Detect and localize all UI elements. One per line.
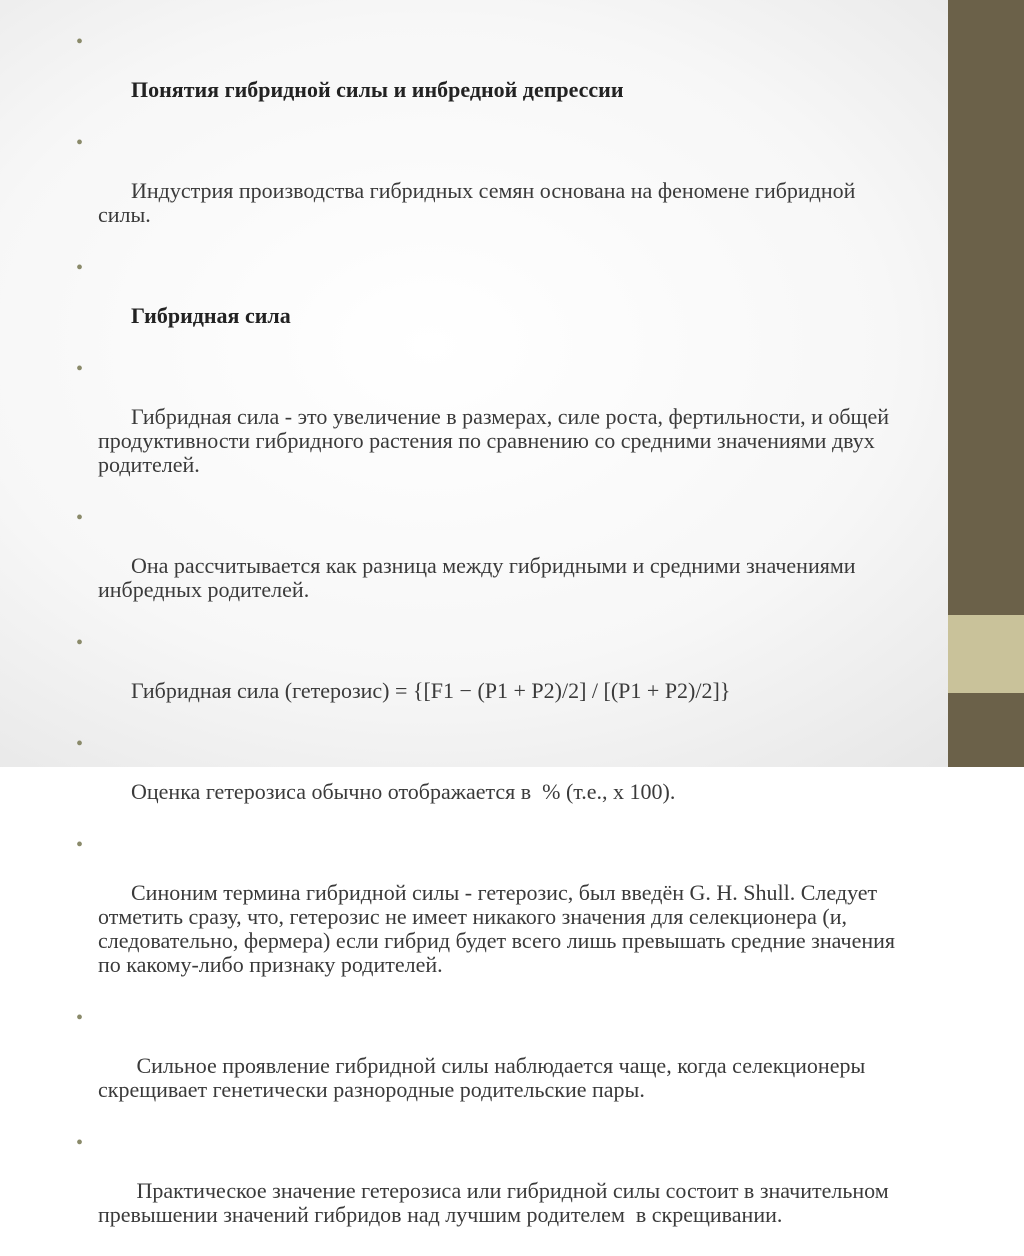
- bullet-item-calculation: [66, 506, 906, 626]
- bullet-marker: •: [76, 257, 84, 279]
- bullet-item-heading-hybrid-vigor: [66, 256, 906, 352]
- bullet-marker: •: [76, 632, 84, 654]
- bullet-marker: •: [76, 132, 84, 154]
- bullet-item-synonym: [66, 833, 906, 1001]
- bullet-list: [66, 30, 906, 1251]
- bullet-text: Синоним термина гибридной силы - гетерозис, был введён G. H. Shull. Следует отметить сразу, что, гетерозис не имеет никакого значения для селекционера (и, следовательно, фермера) если гибрид будет всего лишь превышать средние значения по какому-либо признаку родителей.: [98, 880, 901, 977]
- bullet-marker: •: [76, 1007, 84, 1029]
- bullet-text: Практическое значение гетерозиса или гибридной силы состоит в значительном превышении значений гибридов над лучшим родителем в скрещивании.: [98, 1178, 895, 1227]
- bullet-text: Понятия гибридной силы и инбредной депрессии: [131, 77, 624, 102]
- bullet-item-strong-manifestation: [66, 1006, 906, 1126]
- bullet-text: Гибридная сила: [131, 303, 291, 328]
- bullet-marker: •: [76, 507, 84, 529]
- bullet-marker: •: [76, 1132, 84, 1154]
- bullet-marker: •: [76, 31, 84, 53]
- bullet-marker: •: [76, 834, 84, 856]
- bullet-item-formula: [66, 631, 906, 727]
- bullet-text: Сильное проявление гибридной силы наблюдается чаще, когда селекционеры скрещивает генетически разнородные родительские пары.: [98, 1053, 871, 1102]
- bullet-marker: •: [76, 733, 84, 755]
- bullet-text: Индустрия производства гибридных семян основана на феномене гибридной силы.: [98, 178, 861, 227]
- bullet-text: Она рассчитывается как разница между гибридными и средними значениями инбредных родителей.: [98, 553, 862, 602]
- slide-content: [66, 30, 906, 1256]
- bullet-marker: •: [76, 358, 84, 380]
- bullet-text: Гибридная сила (гетерозис) = {[F1 − (P1 + P2)/2] / [(P1 + P2)/2]}: [131, 678, 731, 703]
- bullet-item-percent: [66, 732, 906, 828]
- bullet-item-industry: [66, 131, 906, 251]
- bullet-item-definition: [66, 357, 906, 501]
- bullet-text: Оценка гетерозиса обычно отображается в % (т.е., х 100).: [131, 779, 676, 804]
- sidebar-accent-block: [948, 615, 1024, 693]
- bullet-text: Гибридная сила - это увеличение в размерах, силе роста, фертильности, и общей продуктивности гибридного растения по сравнению со средними значениями двух родителей.: [98, 404, 895, 477]
- bullet-item-practical-value: [66, 1131, 906, 1251]
- bullet-item-heading-concepts: [66, 30, 906, 126]
